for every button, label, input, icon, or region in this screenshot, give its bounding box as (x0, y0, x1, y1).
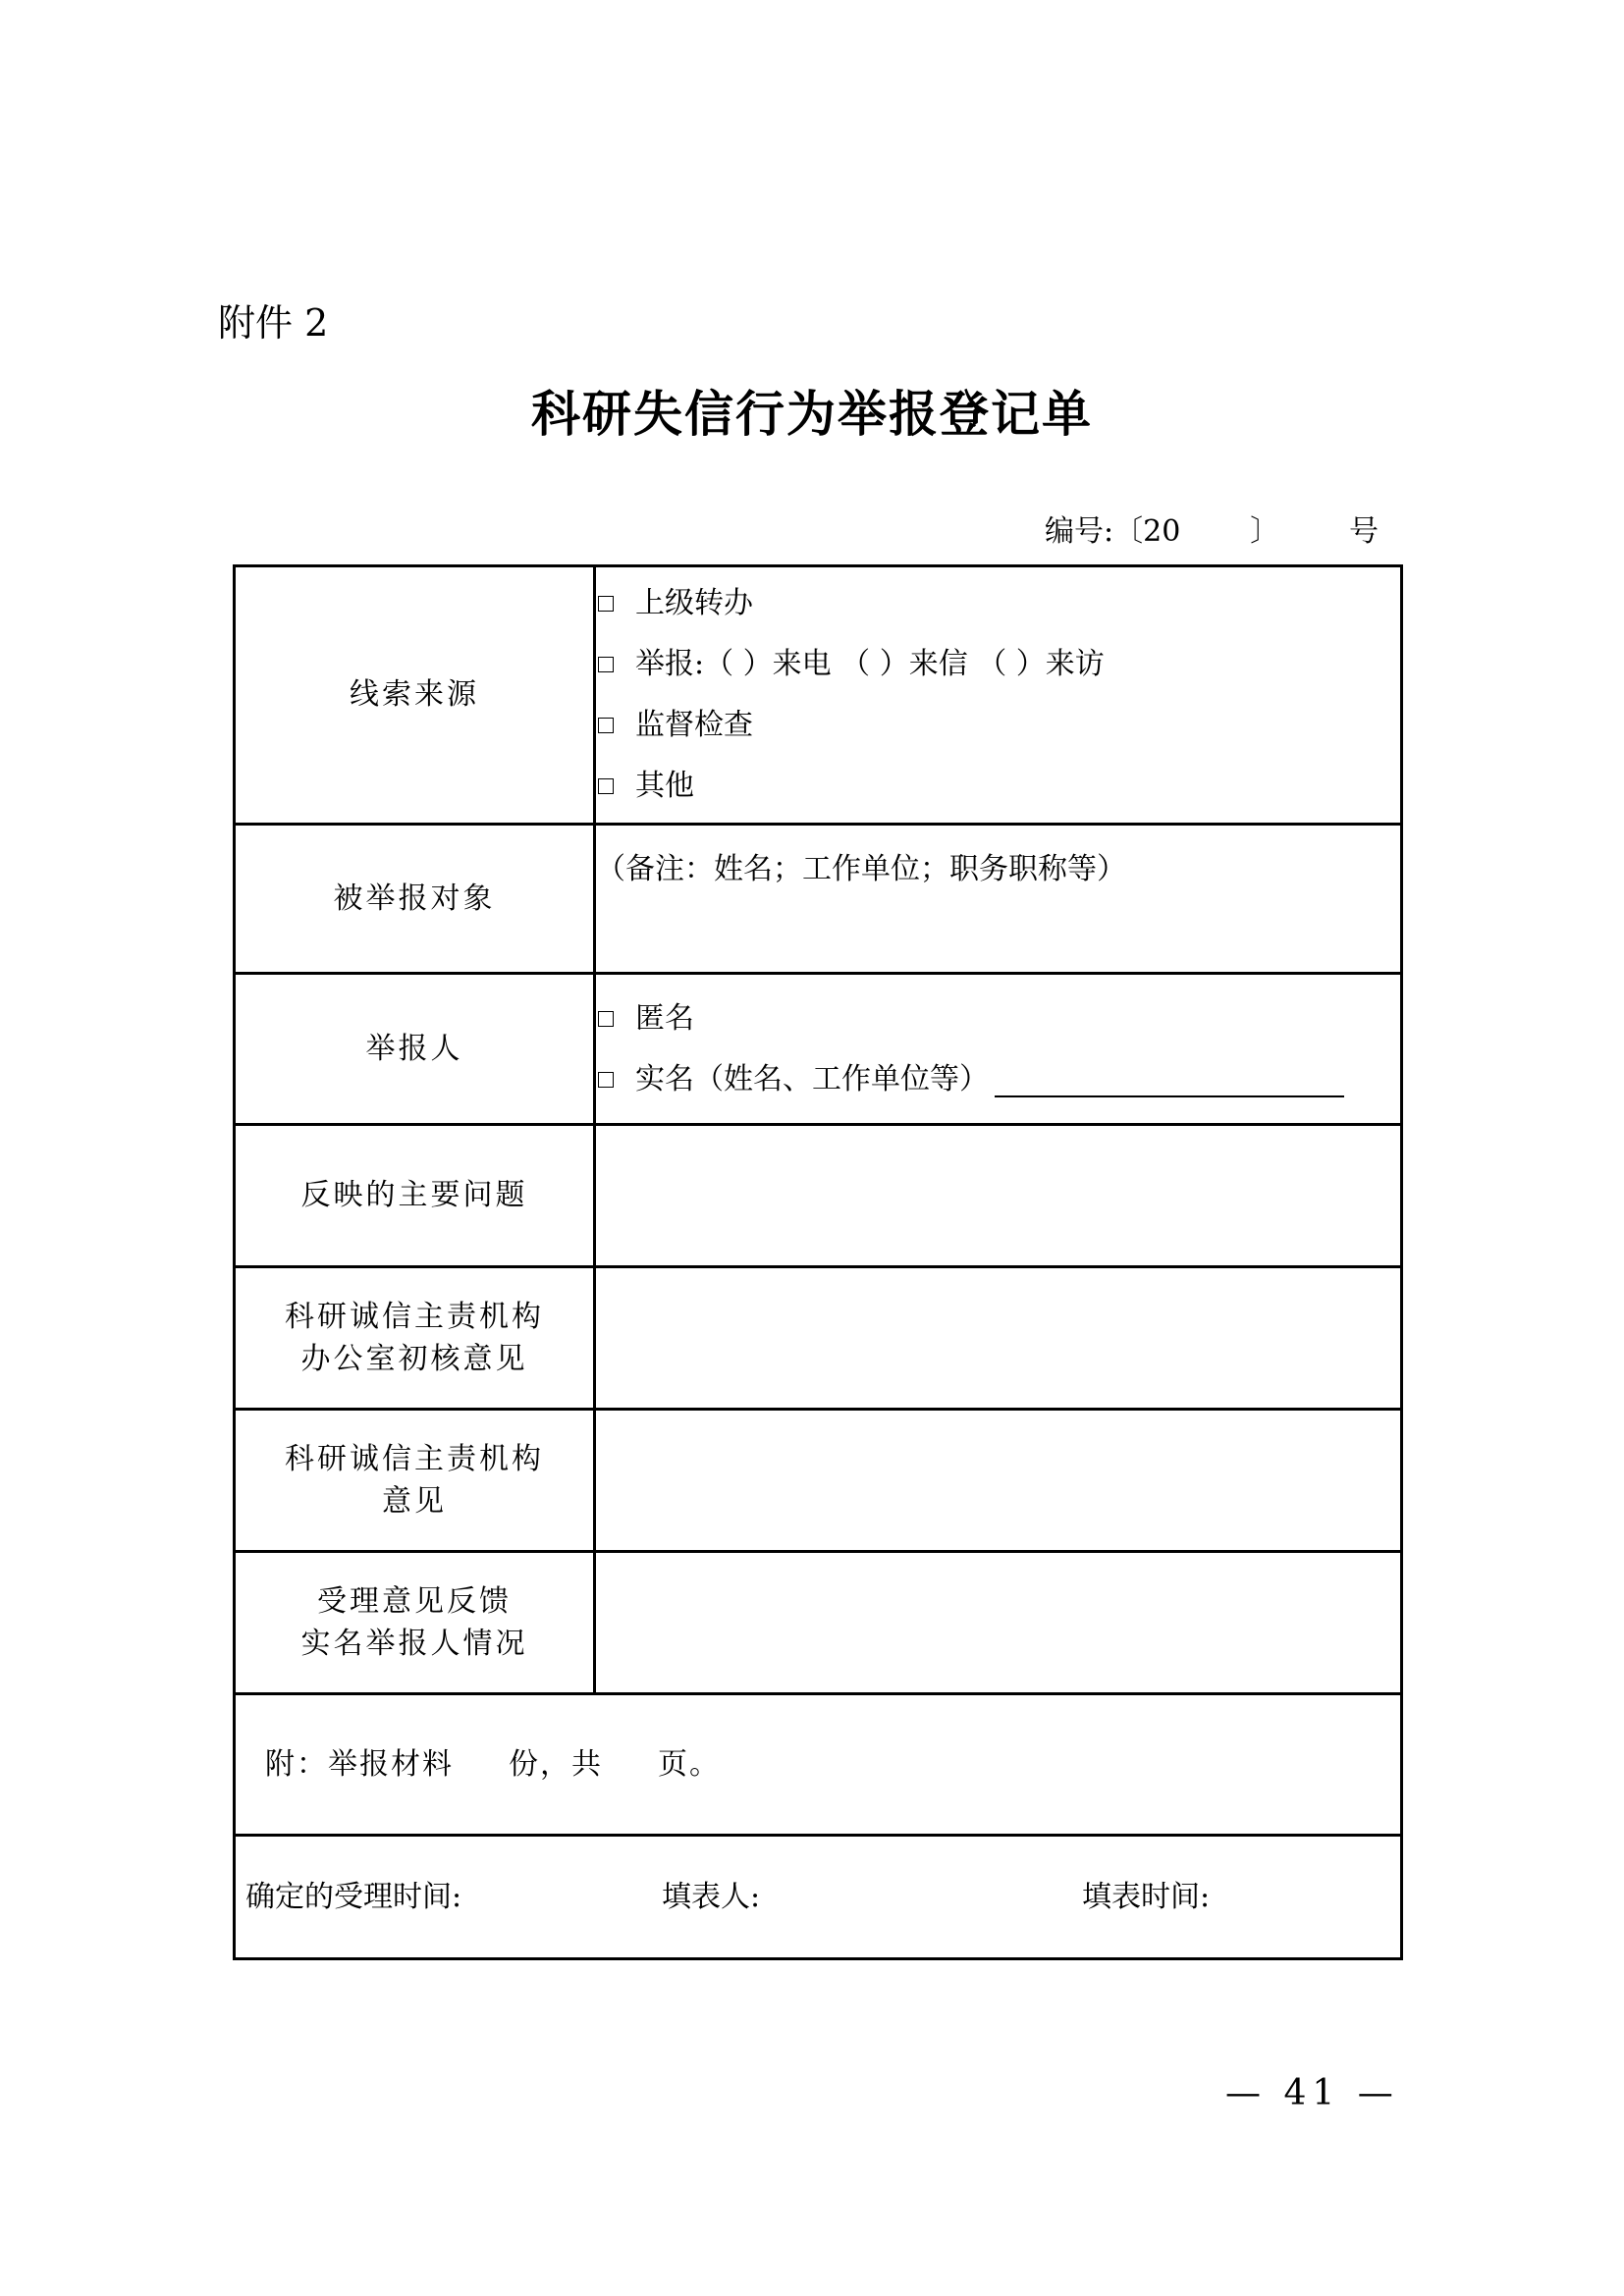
source-option-transfer[interactable] (596, 573, 1400, 634)
serial-number (1045, 507, 1379, 550)
subject-label: 被举报对象 (235, 825, 595, 974)
row-attachment (235, 1694, 1402, 1836)
row-subject (235, 825, 1402, 974)
subject-note: （备注：姓名；工作单位；职务职称等） (596, 851, 1126, 886)
checkbox-icon[interactable] (598, 596, 614, 612)
source-label: 线索来源 (235, 566, 595, 825)
source-options (595, 566, 1402, 825)
row-feedback (235, 1552, 1402, 1694)
feedback-field[interactable] (595, 1552, 1402, 1694)
agency-opinion-field[interactable] (595, 1410, 1402, 1552)
serial-suffix: 号 (1349, 514, 1379, 549)
report-form-table (233, 564, 1403, 1960)
page-number: — 41 — (1225, 2073, 1399, 2113)
issue-label: 反映的主要问题 (235, 1125, 595, 1267)
serial-middle: 〕 (1250, 514, 1280, 549)
checkbox-icon[interactable] (598, 1011, 614, 1027)
agency-opinion-label-line2: 意见 (382, 1484, 447, 1519)
realname-blank-line[interactable] (995, 1062, 1344, 1097)
attachment-middle: 份，共 (509, 1746, 603, 1782)
reporter-options (595, 974, 1402, 1125)
checkbox-icon[interactable] (598, 1072, 614, 1088)
reporter-option-realname[interactable] (596, 1049, 1400, 1110)
subject-field[interactable] (595, 825, 1402, 974)
attachment-label: 附件 2 (218, 301, 329, 345)
feedback-label (235, 1552, 595, 1694)
row-agency-opinion (235, 1410, 1402, 1552)
feedback-label-line1: 受理意见反馈 (317, 1583, 512, 1619)
fill-time-label: 填表时间: (1082, 1879, 1211, 1914)
issue-field[interactable] (595, 1125, 1402, 1267)
office-opinion-label (235, 1267, 595, 1410)
reporter-option-label: 匿名 (635, 1000, 694, 1036)
source-option-label: 上级转办 (635, 586, 753, 621)
checkbox-icon[interactable] (598, 718, 614, 733)
office-opinion-label-line1: 科研诚信主责机构 (285, 1299, 544, 1334)
filler-label: 填表人: (662, 1879, 761, 1914)
form-title: 科研失信行为举报登记单 (531, 385, 1093, 443)
office-opinion-field[interactable] (595, 1267, 1402, 1410)
accept-time-label: 确定的受理时间: (245, 1879, 462, 1914)
checkbox-icon[interactable] (598, 657, 614, 672)
source-option-label: 监督检查 (635, 708, 753, 743)
agency-opinion-label (235, 1410, 595, 1552)
row-issue (235, 1125, 1402, 1267)
row-footer (235, 1836, 1402, 1959)
source-option-report[interactable] (596, 634, 1400, 695)
feedback-label-line2: 实名举报人情况 (300, 1627, 528, 1661)
row-reporter (235, 974, 1402, 1125)
source-option-label: 举报:（ ）来电 （ ）来信 （ ）来访 (635, 647, 1105, 682)
footer-field (235, 1836, 1402, 1959)
office-opinion-label-line2: 办公室初核意见 (300, 1342, 528, 1376)
reporter-label: 举报人 (235, 974, 595, 1125)
source-option-label: 其他 (635, 769, 694, 804)
attachment-prefix: 附：举报材料 (265, 1746, 454, 1782)
source-option-inspection[interactable] (596, 695, 1400, 756)
attachment-suffix: 页。 (658, 1746, 721, 1782)
checkbox-icon[interactable] (598, 778, 614, 794)
row-source (235, 566, 1402, 825)
agency-opinion-label-line1: 科研诚信主责机构 (285, 1441, 544, 1476)
serial-prefix: 编号:〔20 (1045, 514, 1181, 549)
reporter-option-label: 实名（姓名、工作单位等） (635, 1061, 989, 1096)
reporter-option-anonymous[interactable] (596, 988, 1400, 1049)
source-option-other[interactable] (596, 756, 1400, 817)
attachment-field[interactable] (235, 1694, 1402, 1836)
row-office-opinion (235, 1267, 1402, 1410)
